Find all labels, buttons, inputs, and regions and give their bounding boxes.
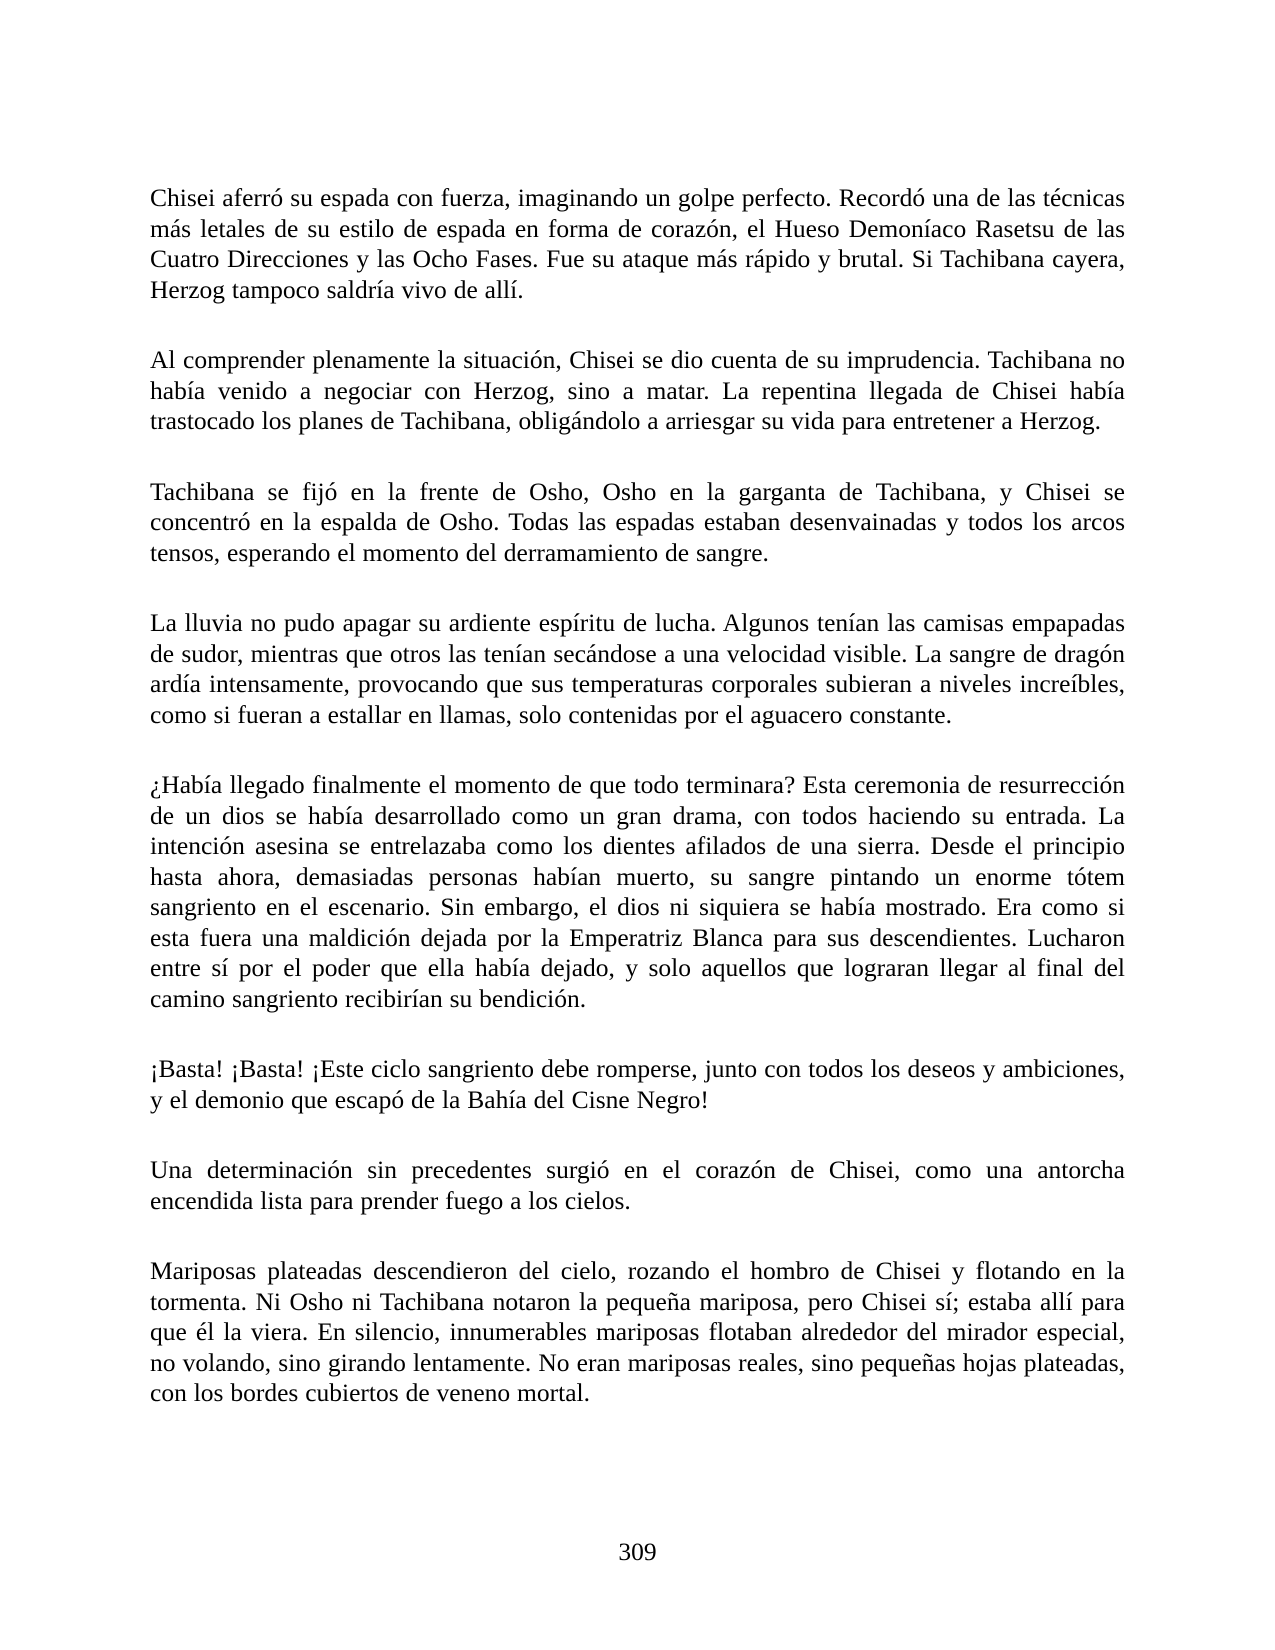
body-paragraph: ¿Había llegado finalmente el momento de que todo terminara? Esta ceremonia de resurrección de un dios se había desarrollado como un gran drama, con todos haciendo su entrada. La intención asesina se entrelazaba como los dientes afilados de una sierra. Desde el principio hasta ahora, demasiadas personas habían muerto, su sangre pintando un enorme tótem sangriento en el escenario. Sin embargo, el dios ni siquiera se había mostrado. Era como si esta fuera una maldición dejada por la Emperatriz Blanca para sus descendientes. Lucharon entre sí por el poder que ella había dejado, y solo aquellos que lograran llegar al final del camino sangriento recibirían su bendición.: [150, 770, 1125, 1013]
body-paragraph: Chisei aferró su espada con fuerza, imaginando un golpe perfecto. Recordó una de las técnicas más letales de su estilo de espada en forma de corazón, el Hueso Demoníaco Rasetsu de las Cuatro Direcciones y las Ocho Fases. Fue su ataque más rápido y brutal. Si Tachibana cayera, Herzog tampoco saldría vivo de allí.: [150, 183, 1125, 304]
body-paragraph: Tachibana se fijó en la frente de Osho, Osho en la garganta de Tachibana, y Chisei se concentró en la espalda de Osho. Todas las espadas estaban desenvainadas y todos los arcos tensos, esperando el momento del derramamiento de sangre.: [150, 476, 1125, 567]
body-paragraph: Mariposas plateadas descendieron del cielo, rozando el hombro de Chisei y flotando en la tormenta. Ni Osho ni Tachibana notaron la pequeña mariposa, pero Chisei sí; estaba allí para que él la viera. En silencio, innumerables mariposas flotaban alrededor del mirador especial, no volando, sino girando lentamente. No eran mariposas reales, sino pequeñas hojas plateadas, con los bordes cubiertos de veneno mortal.: [150, 1256, 1125, 1407]
body-paragraph: Una determinación sin precedentes surgió en el corazón de Chisei, como una antorcha encendida lista para prender fuego a los cielos.: [150, 1155, 1125, 1215]
page-body-text: [150, 183, 1125, 1449]
page-number-footer: 309: [618, 1537, 657, 1566]
body-paragraph: La lluvia no pudo apagar su ardiente espíritu de lucha. Algunos tenían las camisas empapadas de sudor, mientras que otros las tenían secándose a una velocidad visible. La sangre de dragón ardía intensamente, provocando que sus temperaturas corporales subieran a niveles increíbles, como si fueran a estallar en llamas, solo contenidas por el aguacero constante.: [150, 608, 1125, 729]
body-paragraph: Al comprender plenamente la situación, Chisei se dio cuenta de su imprudencia. Tachibana no había venido a negociar con Herzog, sino a matar. La repentina llegada de Chisei había trastocado los planes de Tachibana, obligándolo a arriesgar su vida para entretener a Herzog.: [150, 345, 1125, 435]
body-paragraph: ¡Basta! ¡Basta! ¡Este ciclo sangriento debe romperse, junto con todos los deseos y ambiciones, y el demonio que escapó de la Bahía del Cisne Negro!: [150, 1054, 1125, 1114]
